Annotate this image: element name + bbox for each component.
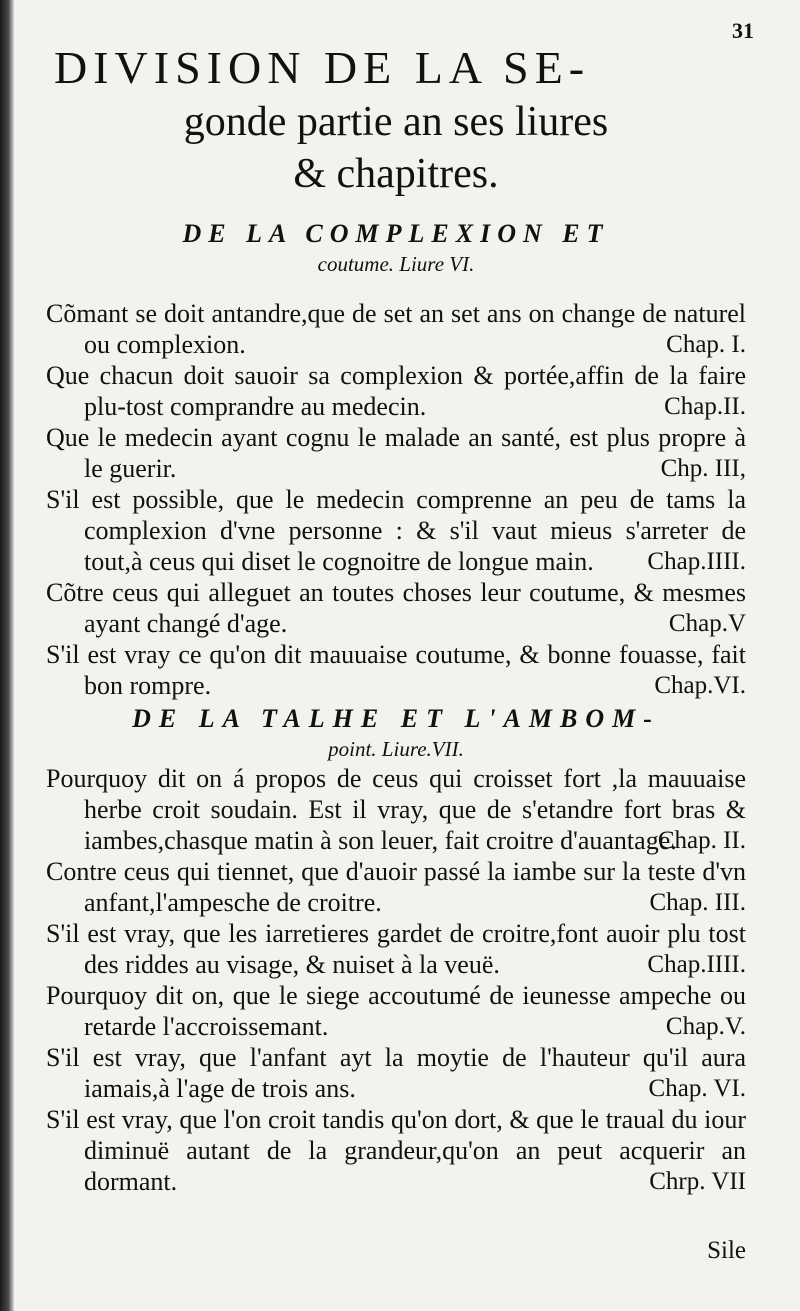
list-item [46,763,746,856]
entry-text: S'il est possible, que le medecin comprenne an peu de tams la complexion d'vne personne : & s'il vaut mieus s'arreter de tout,à ceus qui diset le cognoitre de longue main. [46,485,746,576]
page-number: 31 [732,18,754,43]
list-item [46,484,746,577]
list-item [46,980,746,1042]
list-item [46,918,746,980]
entry-text: Cõmant se doit antandre,que de set an set ans on change de naturel ou complexion. [46,299,746,359]
entry-text: Que chacun doit sauoir sa complexion & portée,affin de la faire plu-tost comprandre au medecin. [46,361,746,421]
list-item [46,298,746,360]
title-line-1: DIVISION DE LA SE- [54,42,591,93]
book7-heading: DE LA TALHE ET L'AMBOM- [132,704,660,733]
chapter-ref: Chrp. VII [649,1168,746,1195]
chapter-ref: Chap.IIII. [647,548,746,575]
list-item [46,1104,746,1197]
chapter-ref: Chap. II. [657,827,746,854]
book6-subheading: coutume. Liure VI. [317,252,475,276]
entry-text: Pourquoy dit on, que le siege accoutumé de ieunesse ampeche ou retarde l'accroissemant. [46,981,746,1041]
catchword: Sile [707,1237,746,1264]
book7-subheading: point. Liure.VII. [328,737,464,761]
title-line-2: gonde partie an ses liures [183,99,609,145]
entry-text: S'il est vray, que l'on croit tandis qu'on dort, & que le traual du iour diminuë autant de la grandeur,qu'on an peut acquerir an dormant. [46,1105,746,1196]
entry-text: S'il est vray, que les iarretieres gardet de croitre,font auoir plu tost des riddes au visage, & nuiset à la veuë. [46,919,746,979]
chapter-ref: Chap.V. [665,1013,746,1040]
chapter-ref: Chap.II. [664,393,746,420]
book-binding-edge [0,0,14,1311]
chapter-ref: Chap.V [668,610,746,637]
chapter-ref: Chap.VI. [654,672,746,699]
book6-heading: DE LA COMPLEXION ET [182,219,610,248]
chapter-ref: Chap. III. [649,889,746,916]
book6-entry-list [46,298,746,701]
chapter-ref: Chap.IIII. [647,951,746,978]
chapter-ref: Chap. VI. [648,1075,746,1102]
list-item [46,422,746,484]
list-item [46,639,746,701]
book7-entry-list [46,763,746,1197]
list-item [46,577,746,639]
entry-text: Pourquoy dit on á propos de ceus qui croisset fort ,la mauuaise herbe croit soudain. Est il vray, que de s'etandre fort bras & iambes,chasque matin à son leuer, fait croitre d'auantage. [46,764,746,855]
entry-text: Cõtre ceus qui alleguet an toutes choses leur coutume, & mesmes ayant changé d'age. [46,578,746,638]
chapter-ref: Chp. III, [660,455,746,482]
list-item [46,360,746,422]
section-title [46,40,746,200]
entry-text: S'il est vray ce qu'on dit mauuaise coutume, & bonne fouasse, fait bon rompre. [46,640,746,700]
entry-text: Que le medecin ayant cognu le malade an santé, est plus propre à le guerir. [46,423,746,483]
title-line-3: & chapitres. [293,151,499,197]
list-item [46,856,746,918]
book-page [46,18,754,1264]
entry-text: S'il est vray, que l'anfant ayt la moytie de l'hauteur qu'il aura iamais,à l'age de trois ans. [46,1043,746,1103]
list-item [46,1042,746,1104]
chapter-ref: Chap. I. [666,331,746,358]
entry-text: Contre ceus qui tiennet, que d'auoir passé la iambe sur la teste d'vn anfant,l'ampesche de croitre. [46,857,746,917]
